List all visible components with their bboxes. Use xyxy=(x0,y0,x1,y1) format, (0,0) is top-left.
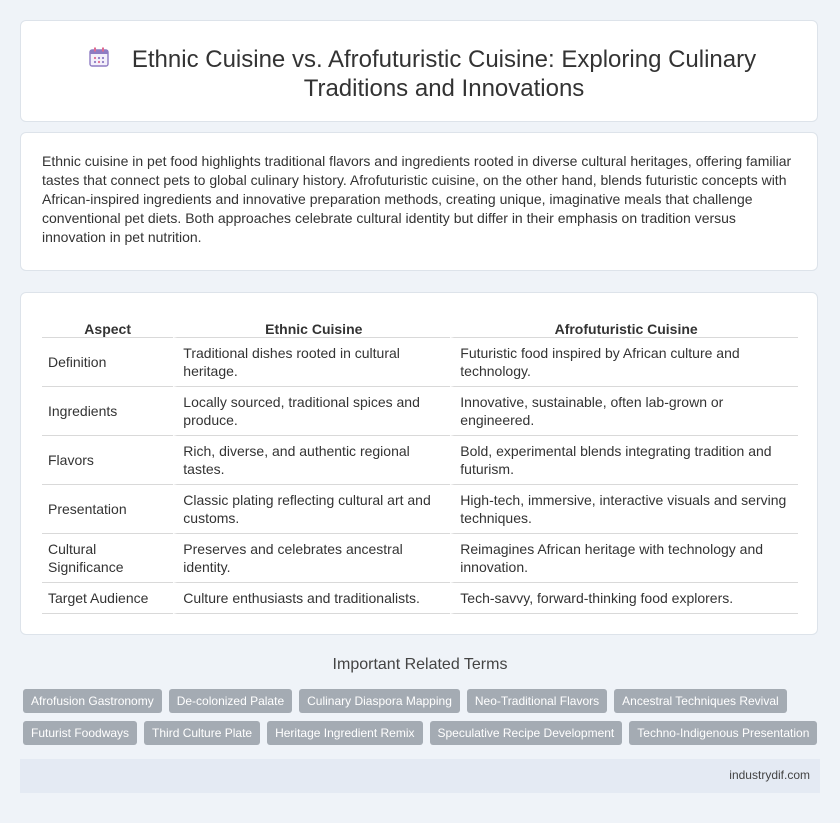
term-tag[interactable]: Neo-Traditional Flavors xyxy=(467,689,607,713)
cell-afrofuturistic: Reimagines African heritage with technology and innovation. xyxy=(450,534,798,583)
term-tag[interactable]: Speculative Recipe Development xyxy=(430,721,623,745)
table-row xyxy=(42,387,798,436)
term-tag[interactable]: De-colonized Palate xyxy=(169,689,292,713)
term-tag[interactable]: Ancestral Techniques Revival xyxy=(614,689,787,713)
cell-ethnic: Culture enthusiasts and traditionalists. xyxy=(173,583,450,614)
footer xyxy=(20,759,820,793)
header-afrofuturistic: Afrofuturistic Cuisine xyxy=(450,311,798,338)
term-tag[interactable]: Third Culture Plate xyxy=(144,721,260,745)
comparison-table xyxy=(42,311,798,614)
table-row xyxy=(42,534,798,583)
related-terms-row-2 xyxy=(23,721,823,745)
cell-aspect: Flavors xyxy=(42,436,173,485)
table-row xyxy=(42,436,798,485)
cell-ethnic: Locally sourced, traditional spices and produce. xyxy=(173,387,450,436)
cell-afrofuturistic: Futuristic food inspired by African culture and technology. xyxy=(450,338,798,387)
cell-aspect: Presentation xyxy=(42,485,173,534)
header-aspect: Aspect xyxy=(42,311,173,338)
table-row xyxy=(42,338,798,387)
related-terms-row-1 xyxy=(23,689,823,713)
table-row xyxy=(42,583,798,614)
term-tag[interactable]: Culinary Diaspora Mapping xyxy=(299,689,460,713)
page-title: Ethnic Cuisine vs. Afrofuturistic Cuisine: Exploring Culinary Traditions and Innovations xyxy=(131,46,757,102)
term-tag[interactable]: Techno-Indigenous Presentation xyxy=(629,721,817,745)
cell-afrofuturistic: Bold, experimental blends integrating tradition and futurism. xyxy=(450,436,798,485)
cell-aspect: Ingredients xyxy=(42,387,173,436)
cell-ethnic: Classic plating reflecting cultural art and customs. xyxy=(173,485,450,534)
term-tag[interactable]: Futurist Foodways xyxy=(23,721,137,745)
table-header-row xyxy=(42,311,798,338)
footer-site-link[interactable]: industrydif.com xyxy=(729,768,810,782)
header-ethnic: Ethnic Cuisine xyxy=(173,311,450,338)
cell-afrofuturistic: High-tech, immersive, interactive visuals and serving techniques. xyxy=(450,485,798,534)
table-row xyxy=(42,485,798,534)
cell-afrofuturistic: Tech-savvy, forward-thinking food explorers. xyxy=(450,583,798,614)
cell-ethnic: Traditional dishes rooted in cultural heritage. xyxy=(173,338,450,387)
cell-aspect: Definition xyxy=(42,338,173,387)
cell-ethnic: Rich, diverse, and authentic regional tastes. xyxy=(173,436,450,485)
header-card xyxy=(20,20,818,122)
intro-card xyxy=(20,132,818,271)
intro-paragraph: Ethnic cuisine in pet food highlights traditional flavors and ingredients rooted in diverse cultural heritages, offering familiar tastes that connect pets to global culinary history. Afrofuturistic cuisine, on the other hand, blends futuristic concepts with African-inspired ingredients and innovative preparation methods, creating unique, imaginative meals that challenge conventional pet diets. Both approaches celebrate cultural identity but differ in their emphasis on tradition versus innovation in pet nutrition. xyxy=(42,153,792,245)
cell-ethnic: Preserves and celebrates ancestral identity. xyxy=(173,534,450,583)
related-terms-title: Important Related Terms xyxy=(332,656,508,673)
term-tag[interactable]: Heritage Ingredient Remix xyxy=(267,721,422,745)
cell-aspect: Cultural Significance xyxy=(42,534,173,583)
term-tag[interactable]: Afrofusion Gastronomy xyxy=(23,689,162,713)
cell-afrofuturistic: Innovative, sustainable, often lab-grown or engineered. xyxy=(450,387,798,436)
cell-aspect: Target Audience xyxy=(42,583,173,614)
comparison-card xyxy=(20,292,818,635)
